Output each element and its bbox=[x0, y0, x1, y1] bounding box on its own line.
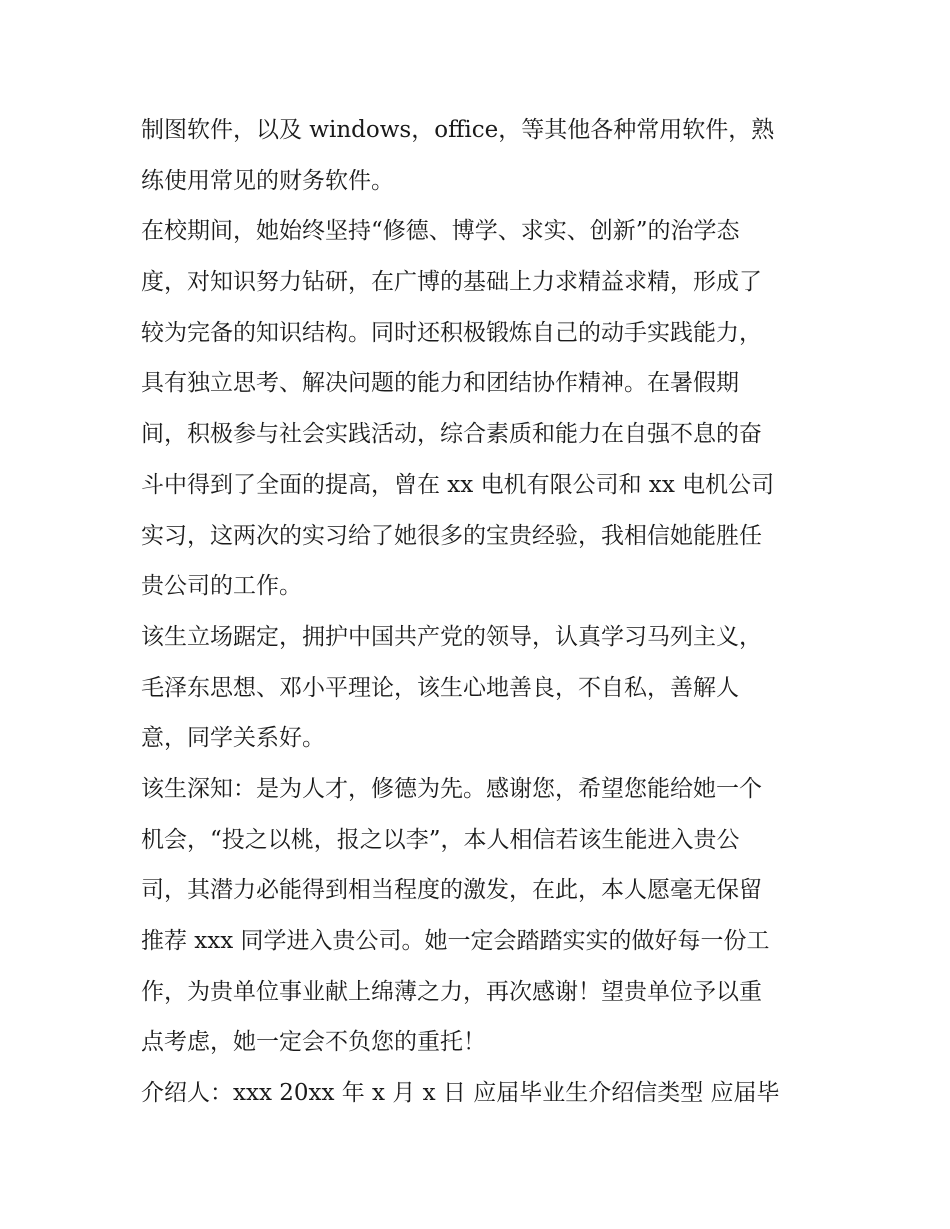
text-line: 意，同学关系好。 bbox=[141, 725, 325, 752]
text-line: 实习，这两次的实习给了她很多的宝贵经验，我相信她能胜任 bbox=[141, 522, 762, 549]
text-line: 作，为贵单位事业献上绵薄之力，再次感谢！望贵单位予以重 bbox=[141, 978, 762, 1005]
introducer-line: 介绍人：xxx 20xx 年 x 月 x 日 应届毕业生介绍信类型 应届毕 bbox=[141, 1080, 780, 1107]
text-line: 斗中得到了全面的提高，曾在 xx 电机有限公司和 xx 电机公司 bbox=[141, 471, 775, 498]
text-line: 点考虑，她一定会不负您的重托！ bbox=[141, 1029, 486, 1056]
letter-body bbox=[141, 105, 821, 1119]
text-line: 较为完备的知识结构。同时还积极锻炼自己的动手实践能力， bbox=[141, 319, 762, 346]
text-line: 贵公司的工作。 bbox=[141, 573, 302, 600]
text-line: 制图软件，以及 windows，office，等其他各种常用软件，熟 bbox=[141, 117, 775, 143]
text-line: 在校期间，她始终坚持“修德、博学、求实、创新”的治学态 bbox=[141, 218, 740, 245]
text-line: 练使用常见的财务软件。 bbox=[141, 167, 394, 194]
text-line: 推荐 xxx 同学进入贵公司。她一定会踏踏实实的做好每一份工 bbox=[141, 928, 770, 954]
text-line: 该生立场踞定，拥护中国共产党的领导，认真学习马列主义， bbox=[141, 623, 762, 650]
text-line: 间，积极参与社会实践活动，综合素质和能力在自强不息的奋 bbox=[141, 421, 762, 448]
text-line: 机会，“投之以桃，报之以李”，本人相信若该生能进入贵公 bbox=[141, 826, 740, 853]
text-line: 具有独立思考、解决问题的能力和团结协作精神。在暑假期 bbox=[141, 370, 739, 397]
text-line: 毛泽东思想、邓小平理论，该生心地善良，不自私，善解人 bbox=[141, 674, 739, 701]
text-line: 该生深知：是为人才，修德为先。感谢您，希望您能给她一个 bbox=[141, 775, 762, 802]
text-line: 度，对知识努力钻研，在广博的基础上力求精益求精，形成了 bbox=[141, 269, 762, 296]
text-line: 司，其潜力必能得到相当程度的激发，在此，本人愿毫无保留 bbox=[141, 877, 762, 904]
